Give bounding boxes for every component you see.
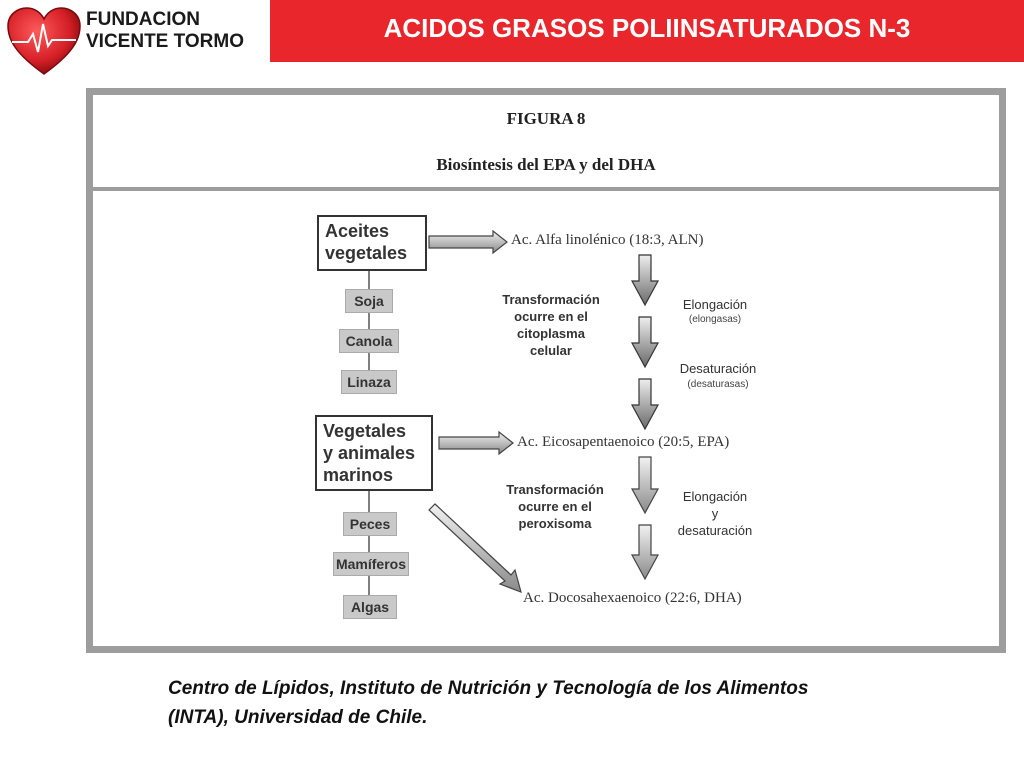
pathway-arrows: [93, 95, 999, 646]
source-item-algae: Algas: [343, 595, 397, 619]
step-elongation: Elongación: [682, 297, 748, 312]
title-banner: [270, 0, 1024, 62]
down-arrow: [632, 255, 658, 305]
step-elongation-desaturation: [659, 488, 771, 539]
molecule-aln: Ac. Alfa linolénico (18:3, ALN): [511, 232, 704, 248]
note-line: ocurre en el: [514, 309, 588, 324]
molecule-dha: Ac. Docosahexaenoico (22:6, DHA): [523, 590, 742, 606]
foundation-logo: [0, 0, 260, 80]
caption-line-2: (INTA), Universidad de Chile.: [168, 707, 428, 728]
source-item-soy: Soja: [345, 289, 393, 313]
figure-subtitle: Biosíntesis del EPA y del DHA: [436, 155, 656, 174]
note-peroxisome: [485, 481, 625, 532]
down-arrow: [632, 317, 658, 367]
molecule-epa: Ac. Eicosapentaenoico (20:5, EPA): [517, 434, 730, 450]
note-line: Transformación: [502, 292, 600, 307]
step-line: y: [711, 506, 719, 521]
note-line: citoplasma: [517, 326, 585, 341]
step-desaturation: Desaturación: [679, 361, 757, 376]
source-box-vegetable-oils: [317, 215, 427, 271]
step-elongase: (elongasas): [688, 314, 742, 325]
source-line: Aceites: [325, 221, 390, 241]
source-caption: [168, 674, 948, 732]
note-line: peroxisoma: [518, 516, 592, 531]
source-line: Vegetales: [323, 421, 407, 441]
page-title: ACIDOS GRASOS POLIINSATURADOS N-3: [383, 13, 911, 43]
down-arrow: [632, 379, 658, 429]
source-line: vegetales: [325, 243, 408, 263]
figure-frame: [86, 88, 1006, 653]
source-line: marinos: [323, 465, 394, 485]
arrow-to-aln: [429, 231, 507, 253]
step-line: Elongación: [682, 489, 748, 504]
down-arrow: [632, 525, 658, 579]
source-item-canola: Canola: [339, 329, 399, 353]
note-line: celular: [530, 343, 572, 358]
source-item-flax: Linaza: [341, 370, 397, 394]
source-item-fish: Peces: [343, 512, 397, 536]
step-desaturase: (desaturasas): [687, 379, 749, 390]
note-line: ocurre en el: [518, 499, 592, 514]
logo-line-1: FUNDACION: [86, 9, 200, 30]
source-item-mammals: Mamíferos: [333, 552, 409, 576]
logo-line-2: VICENTE TORMO: [86, 31, 244, 52]
note-cytoplasm: [481, 291, 621, 359]
arrow-to-epa: [439, 432, 513, 454]
note-line: Transformación: [506, 482, 604, 497]
heart-icon: [6, 6, 82, 78]
step-line: desaturación: [677, 523, 753, 538]
figure-label: FIGURA 8: [506, 109, 586, 128]
down-arrow: [632, 457, 658, 513]
source-box-marine: [315, 415, 433, 491]
source-line: y animales: [323, 443, 416, 463]
caption-line-1: Centro de Lípidos, Instituto de Nutrición y Tecnología de los Alimentos: [168, 678, 809, 699]
